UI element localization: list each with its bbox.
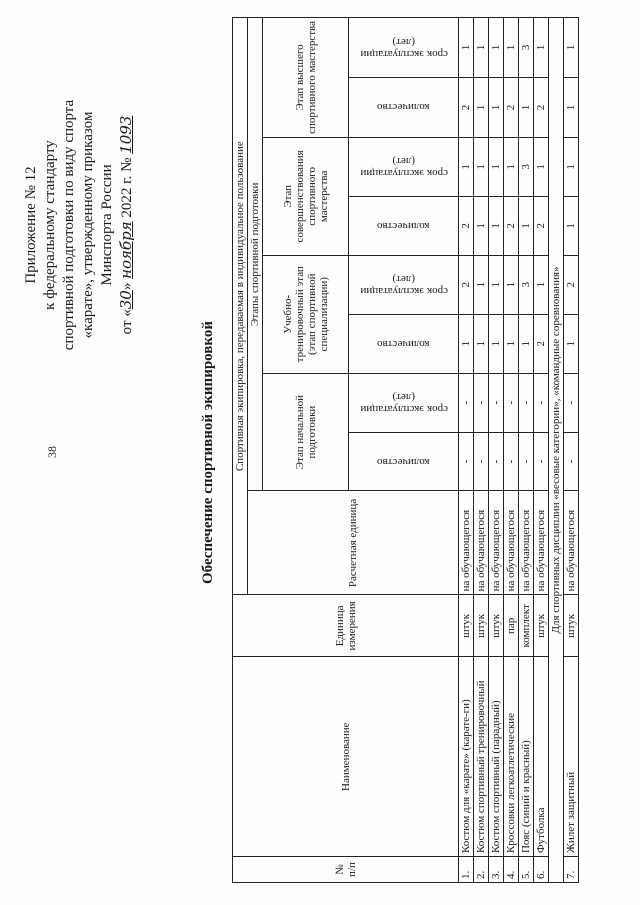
cell-value: 1 [564, 18, 579, 78]
header-group: Спортивная экипировка, передаваемая в индивидуальное пользование [233, 18, 248, 595]
cell-value: 1 [489, 255, 504, 314]
order-number: 1093 [117, 115, 135, 154]
cell-value: 1 [474, 255, 489, 314]
header-term-3: срок эксплуатации (лет) [349, 137, 459, 196]
cell-value: 2 [534, 78, 549, 138]
cell-num: 7. [564, 857, 579, 883]
cell-calc: на обучающегося [474, 491, 489, 595]
cell-value: 1 [489, 137, 504, 196]
cell-value: 2 [534, 314, 549, 373]
cell-value: - [459, 373, 474, 432]
cell-value: - [504, 432, 519, 491]
header-qty-1: количество [349, 432, 459, 491]
cell-value: 1 [564, 196, 579, 255]
appendix-line-1: Приложение № 12 [23, 166, 39, 284]
cell-value: 3 [519, 18, 534, 78]
date-mid: » [119, 278, 135, 291]
cell-value: - [474, 432, 489, 491]
cell-value: 1 [459, 137, 474, 196]
table-body-2 [564, 18, 579, 883]
cell-value: - [534, 373, 549, 432]
cell-name: Пояс (синий и красный) [519, 657, 534, 857]
cell-value: 1 [534, 137, 549, 196]
cell-value: 1 [474, 314, 489, 373]
cell-value: 2 [534, 196, 549, 255]
cell-unit: пар [504, 595, 519, 657]
appendix-line-2: к федеральному стандарту [42, 140, 58, 310]
header-term-1: срок эксплуатации (лет) [349, 373, 459, 432]
cell-value: 2 [459, 196, 474, 255]
section-title: Для спортивных дисциплин «весовые категории», «командные соревнования» [549, 18, 564, 883]
cell-name: Кроссовки легкоатлетические [504, 657, 519, 857]
cell-calc: на обучающегося [504, 491, 519, 595]
cell-value: 1 [504, 314, 519, 373]
header-stage-2: Учебно-тренировочный этап (этап спортивной специализации) [263, 255, 349, 373]
date-day: 30 [117, 290, 135, 310]
cell-calc: на обучающегося [489, 491, 504, 595]
appendix-line-3: спортивной подготовки по виду спорта [61, 99, 77, 351]
cell-name: Футболка [534, 657, 549, 857]
header-qty-3: количество [349, 196, 459, 255]
header-calc-unit: Расчетная единица [248, 491, 459, 595]
cell-value: - [534, 432, 549, 491]
table-row [519, 18, 534, 883]
cell-value: 1 [504, 18, 519, 78]
cell-value: 1 [474, 78, 489, 138]
cell-value: 1 [459, 314, 474, 373]
header-name: Наименование [233, 657, 459, 857]
cell-value: - [519, 432, 534, 491]
cell-calc: на обучающегося [459, 491, 474, 595]
cell-value: 1 [489, 314, 504, 373]
table-row [474, 18, 489, 883]
cell-num: 1. [459, 857, 474, 883]
cell-value: - [564, 373, 579, 432]
cell-unit: штук [489, 595, 504, 657]
header-term-2: срок эксплуатации (лет) [349, 255, 459, 314]
header-num: № п/п [233, 857, 459, 883]
cell-value: 1 [474, 18, 489, 78]
table-body [459, 18, 549, 883]
header-term-4: срок эксплуатации (лет) [349, 18, 459, 78]
cell-value: 1 [489, 78, 504, 138]
appendix-header [22, 15, 137, 435]
cell-name: Костюм спортивный тренировочный [474, 657, 489, 857]
table-row [504, 18, 519, 883]
header-qty-2: количество [349, 314, 459, 373]
cell-calc: на обучающегося [564, 491, 579, 595]
cell-unit: штук [564, 595, 579, 657]
cell-calc: на обучающегося [519, 491, 534, 595]
cell-unit: штук [459, 595, 474, 657]
cell-value: 1 [564, 314, 579, 373]
cell-unit: комплект [519, 595, 534, 657]
cell-value: 2 [504, 196, 519, 255]
cell-name: Костюм для «карате» (карате-ги) [459, 657, 474, 857]
cell-value: 1 [489, 196, 504, 255]
cell-name: Жилет защитный [564, 657, 579, 857]
cell-num: 2. [474, 857, 489, 883]
cell-value: 1 [519, 314, 534, 373]
cell-value: 1 [534, 18, 549, 78]
table-row [564, 18, 579, 883]
cell-value: 1 [564, 78, 579, 138]
cell-value: 1 [534, 255, 549, 314]
appendix-line-5: Минспорта России [99, 164, 115, 286]
header-stages: Этапы спортивной подготовки [248, 18, 263, 492]
cell-unit: штук [534, 595, 549, 657]
cell-value: 1 [519, 196, 534, 255]
cell-calc: на обучающегося [534, 491, 549, 595]
table-row [534, 18, 549, 883]
cell-value: 3 [519, 137, 534, 196]
document-title: Обеспечение спортивной экипировкой [200, 321, 216, 585]
cell-unit: штук [474, 595, 489, 657]
cell-value: - [474, 373, 489, 432]
header-stage-4: Этап высшего спортивного мастерства [263, 18, 349, 138]
cell-num: 4. [504, 857, 519, 883]
cell-value: 2 [564, 255, 579, 314]
appendix-line-4: «карате», утвержденному приказом [80, 111, 96, 339]
cell-value: - [519, 373, 534, 432]
header-stage-1: Этап начальной подготовки [263, 373, 349, 491]
cell-num: 3. [489, 857, 504, 883]
header-unit: Единица измерения [233, 595, 459, 657]
cell-value: 1 [504, 137, 519, 196]
cell-num: 5. [519, 857, 534, 883]
cell-value: 1 [474, 196, 489, 255]
cell-value: 1 [489, 18, 504, 78]
equipment-table [232, 17, 579, 883]
cell-value: 2 [504, 78, 519, 138]
cell-name: Костюм спортивный (парадный) [489, 657, 504, 857]
table-row [459, 18, 474, 883]
cell-value: - [489, 373, 504, 432]
date-prefix: от « [119, 309, 135, 335]
header-stage-3: Этап совершенствования спортивного мастерства [263, 137, 349, 255]
cell-value: 3 [519, 255, 534, 314]
header-qty-4: количество [349, 78, 459, 138]
section-row [549, 18, 564, 883]
cell-value: - [564, 432, 579, 491]
cell-value: 1 [504, 255, 519, 314]
cell-value: - [504, 373, 519, 432]
appendix-date-line [117, 15, 137, 435]
cell-value: 2 [459, 255, 474, 314]
page-number: 38 [45, 446, 59, 458]
cell-value: 2 [459, 78, 474, 138]
cell-value: - [489, 432, 504, 491]
date-year: 2022 г. № [119, 153, 135, 222]
cell-value: 1 [564, 137, 579, 196]
cell-value: 1 [474, 137, 489, 196]
cell-value: - [459, 432, 474, 491]
header-row-1 [233, 18, 248, 883]
table-row [489, 18, 504, 883]
cell-num: 6. [534, 857, 549, 883]
cell-value: 1 [519, 78, 534, 138]
date-month: ноября [117, 221, 135, 279]
cell-value: 1 [459, 18, 474, 78]
